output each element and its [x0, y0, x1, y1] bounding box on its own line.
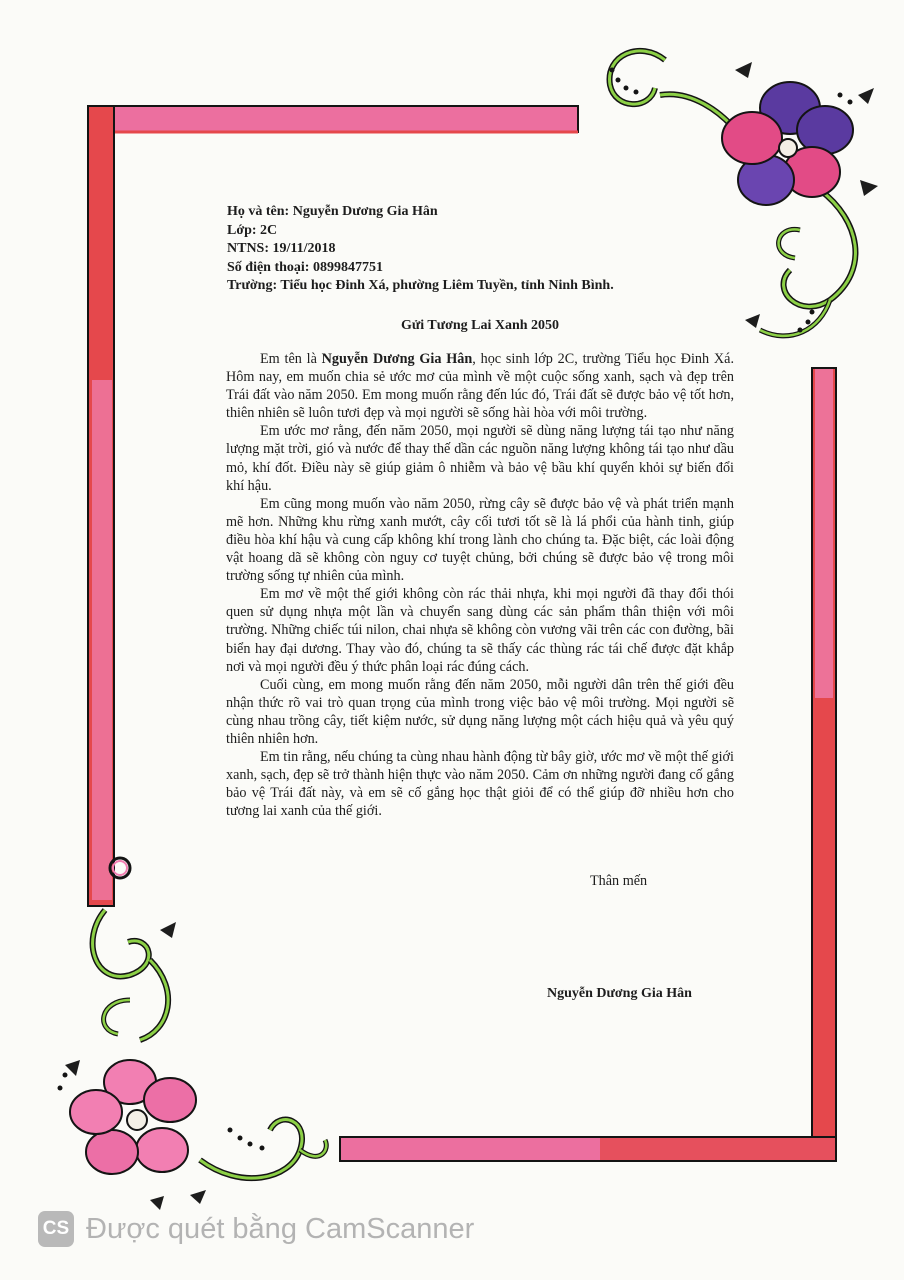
- frame-right-bar: [812, 368, 836, 1158]
- paragraph-5: Cuối cùng, em mong muốn rằng đến năm 2050, mỗi người dân trên thế giới đều nhận thức rõ vai trò quan trọng của mình trong việc bảo vệ môi trường. Mọi người sẽ cùng nhau trồng cây, tiết kiệm nước, sử dụng năng lượng một cách hiệu quả và yêu quý thiên nhiên hơn.: [226, 676, 734, 747]
- paragraph-4: Em mơ về một thế giới không còn rác thải nhựa, khi mọi người đã thay đổi thói quen sử dụng nhựa một lần và chuyển sang dùng các sản phẩm thân thiện với môi trường. Những chiếc túi nilon, chai nhựa sẽ không còn vương vãi trên các con đường, bãi biển hay đại dương. Thay vào đó, chúng ta sẽ thấy các thùng rác tái chế được đặt khắp nơi và mọi người đều ý thức phân loại rác đúng cách.: [226, 586, 734, 675]
- bottom-left-floral-ornament: [58, 858, 327, 1210]
- camscanner-logo-icon: CS: [38, 1211, 74, 1247]
- frame-bottom-bar: [340, 1137, 836, 1161]
- paragraph-1: [226, 350, 734, 422]
- closing-line: Thân mến: [590, 873, 648, 889]
- name-line: Họ và tên: Nguyễn Dương Gia Hân: [227, 204, 438, 219]
- letter-title: Gửi Tương Lai Xanh 2050: [400, 318, 560, 333]
- paragraph-3: Em cũng mong muốn vào năm 2050, rừng cây sẽ được bảo vệ và phát triển mạnh mẽ hơn. Những khu rừng xanh mướt, cây cối tươi tốt sẽ là lá phổi của hành tinh, giúp điều hòa khí hậu và cung cấp không khí trong lành cho chúng ta. Đặc biệt, các loài động vật hoang dã sẽ không còn nguy cơ tuyệt chủng, bởi chúng sẽ được bảo vệ trong môi trường sống tự nhiên của mình.: [226, 495, 734, 585]
- camscanner-text: Được quét bằng CamScanner: [86, 1212, 475, 1245]
- frame-top-bar: [88, 106, 578, 132]
- student-info: [227, 203, 747, 296]
- school-line: Trường: Tiểu học Đinh Xá, phường Liêm Tuyền, tỉnh Ninh Bình.: [227, 278, 614, 294]
- phone-line: Số điện thoại: 0899847751: [227, 259, 383, 275]
- dob-line: NTNS: 19/11/2018: [227, 241, 336, 257]
- camscanner-watermark: [38, 1210, 474, 1248]
- paragraph-1-rest: , học sinh lớp 2C, trường Tiểu học Đinh Xá. Hôm nay, em muốn chia sẻ ước mơ của mình về một cuộc sống xanh, sạch và đẹp trên Trái đất vào năm 2050. Em mong muốn rằng đến lúc đó, Trái đất sẽ được bảo vệ tốt hơn, thiên nhiên sẽ luôn tươi đẹp và mọi người sẽ sống hài hòa với môi trường.: [226, 351, 734, 422]
- paragraph-1-prefix: Em tên là: [260, 351, 322, 367]
- paragraph-6: Em tin rằng, nếu chúng ta cùng nhau hành động từ bây giờ, ước mơ về một thế giới xanh, sạch, đẹp sẽ trở thành hiện thực vào năm 2050. Cảm ơn những người đang cố gắng bảo vệ Trái đất này, và em sẽ cố gắng học thật giỏi để có thể giúp đỡ nhiều hơn cho tương lai xanh của thế giới.: [226, 749, 734, 820]
- paragraph-2: Em ước mơ rằng, đến năm 2050, mọi người sẽ dùng năng lượng tái tạo như năng lượng mặt trời, gió và nước để thay thế dần các nguồn năng lượng không tái tạo như dầu mỏ, khí đốt. Điều này sẽ giúp giảm ô nhiễm và bảo vệ bầu khí quyển khỏi sự biến đổi khí hậu.: [226, 423, 734, 494]
- letter-body: [226, 350, 734, 820]
- frame-left-bar: [88, 106, 114, 906]
- class-line: Lớp: 2C: [227, 222, 278, 238]
- author-name-inline: Nguyễn Dương Gia Hân: [321, 351, 473, 367]
- signature-name: Nguyễn Dương Gia Hân: [547, 986, 692, 1001]
